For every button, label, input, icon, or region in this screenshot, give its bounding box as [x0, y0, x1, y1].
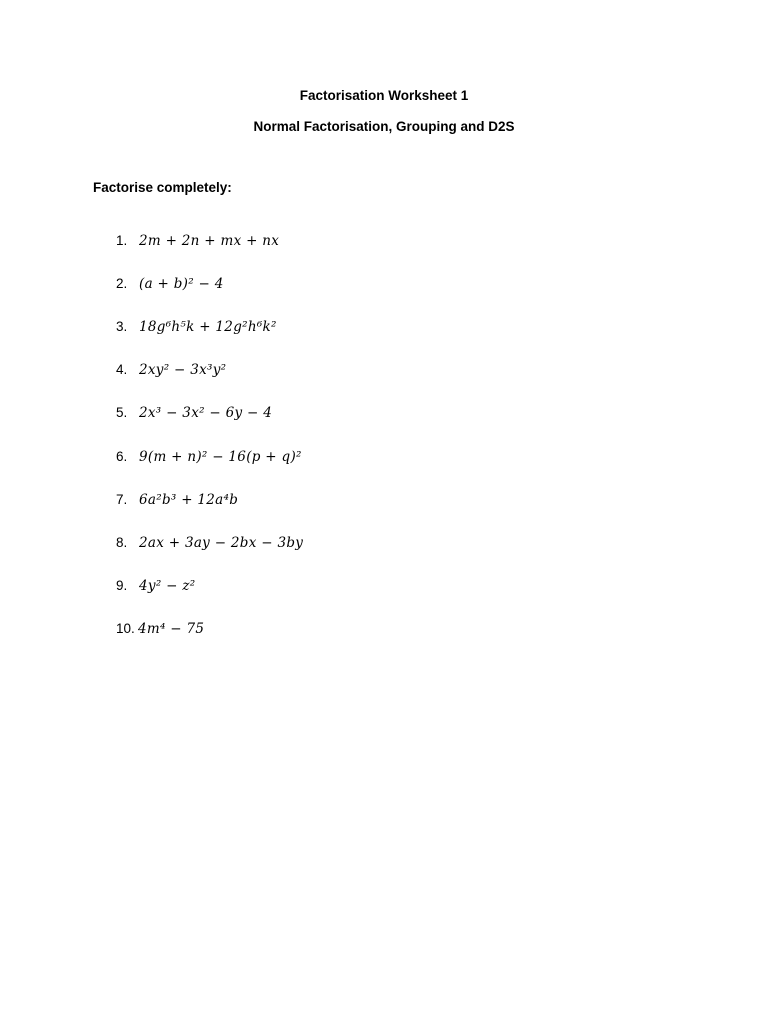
- question-number: 3.: [116, 319, 128, 334]
- question-expression: 4m⁴ − 75: [138, 621, 205, 637]
- question-item: [116, 405, 272, 427]
- worksheet-title: Factorisation Worksheet 1: [299, 88, 469, 103]
- question-expression: 6a²b³ + 12a⁴b: [139, 492, 239, 508]
- question-number: 9.: [116, 578, 128, 593]
- question-item: [116, 492, 238, 514]
- question-expression: (a + b)² − 4: [139, 276, 224, 292]
- question-number: 1.: [116, 233, 128, 248]
- question-item: [116, 233, 279, 255]
- question-item: [116, 362, 226, 384]
- question-expression: 2m + 2n + mx + nx: [139, 233, 280, 249]
- question-number: 4.: [116, 362, 128, 377]
- question-number: 7.: [116, 492, 128, 507]
- question-expression: 18g⁶h⁵k + 12g²h⁶k²: [139, 319, 277, 335]
- question-expression: 2xy² − 3x³y²: [139, 362, 227, 378]
- question-item: [116, 319, 277, 341]
- question-expression: 2x³ − 3x² − 6y − 4: [139, 405, 273, 421]
- question-number: 10.: [116, 621, 135, 636]
- instruction-text: Factorise completely:: [93, 180, 232, 195]
- question-item: [116, 276, 224, 298]
- question-number: 8.: [116, 535, 128, 550]
- question-item: [116, 578, 195, 600]
- question-expression: 4y² − z²: [139, 578, 196, 594]
- question-number: 6.: [116, 449, 128, 464]
- question-item: [116, 535, 303, 557]
- question-item: [116, 449, 302, 471]
- question-expression: 9(m + n)² − 16(p + q)²: [139, 449, 302, 465]
- question-expression: 2ax + 3ay − 2bx − 3by: [139, 535, 304, 551]
- worksheet-subtitle: Normal Factorisation, Grouping and D2S: [253, 119, 515, 134]
- question-number: 2.: [116, 276, 128, 291]
- question-item: [116, 621, 204, 643]
- question-number: 5.: [116, 405, 128, 420]
